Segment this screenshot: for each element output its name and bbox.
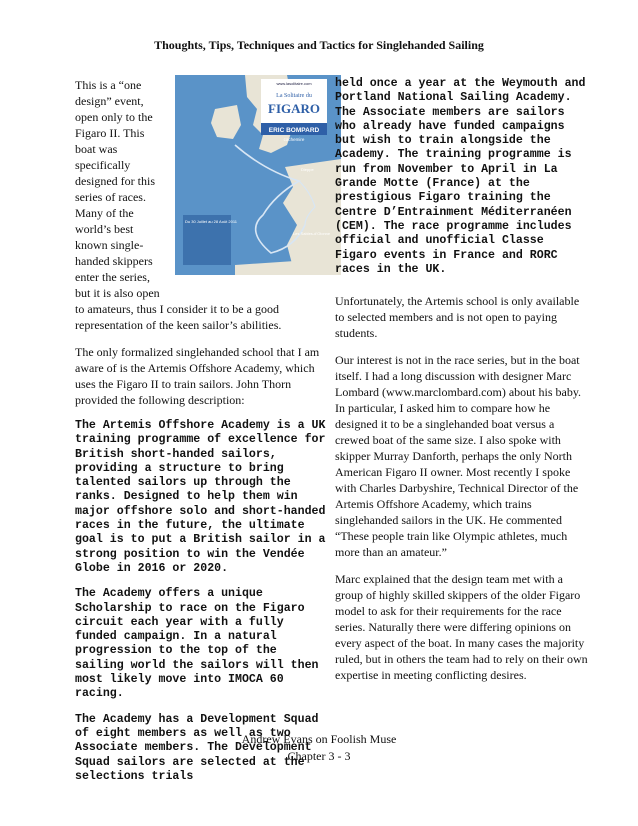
- page-header: Thoughts, Tips, Techniques and Tactics for Singlehanded Sailing: [154, 38, 484, 52]
- paragraph: Our interest is not in the race series, but in the boat itself. I had a long discussion with designer Marc Lombard (www.marclombard.com) about his baby. In particular, I asked him to compare how he designed it to be a singlehanded boat versus a crewed boat of the same size. I also spoke with skipper Murray Danforth, perhaps the only North American Figaro II owner. Most recently I spoke with Charles Darbyshire, Technical Director of the Artemis Offshore Academy, which trains singlehanded sailors in the UK. He commented “These people train like Olympic athletes, much more than an amateur.”: [335, 353, 582, 560]
- intro-line: This is a “one: [75, 78, 142, 92]
- map-stop-label: Dieppe: [301, 167, 314, 172]
- map-sponsor-sub: cachemire: [283, 137, 305, 142]
- right-column: [335, 77, 590, 683]
- intro-line: open only to the: [75, 110, 153, 124]
- intro-line: series of races.: [75, 190, 146, 204]
- map-brand-top: La Solitaire du: [276, 93, 312, 99]
- intro-line: design” event,: [75, 94, 144, 108]
- page-footer: [0, 731, 638, 765]
- intro-line: handed skippers: [75, 254, 153, 268]
- intro-tail: to amateurs, thus I consider it to be a good representation of the keen sailor’s abilities.: [75, 302, 282, 332]
- intro-line: world’s best: [75, 222, 134, 236]
- quote-paragraph: held once a year at the Weymouth and Portland National Sailing Academy. The Associate members are sailors who already have funded campaigns but wish to train alongside the Academy. The training programme is run from November to April in La Grande Motte (France) at the prestigious Figaro training the Centre D’Entrainment Méditerranéen (CEM). The race programme includes official and unofficial Classe Figaro events in France and RORC races in the UK.: [335, 77, 586, 276]
- intro-line: enter the series,: [75, 270, 150, 284]
- paragraph: Marc explained that the design team met with a group of highly skilled skippers of the older Figaro model to ask for their requirements for the race series. Naturally there were differing opinions on every aspect of the boat. In many cases the majority ruled, but in others the team had to rely on their own expertise in meeting conflicting desires.: [335, 572, 588, 683]
- left-column: [75, 77, 331, 784]
- intro-line: designed for this: [75, 174, 155, 188]
- map-site: www.lasolitaire.com: [276, 81, 312, 86]
- footer-page-number: Chapter 3 - 3: [287, 749, 351, 763]
- race-map-image: [175, 75, 341, 275]
- quote-paragraph: The Academy has a Development Squad of eight members as well as two Associate members. The Development Squad sailors are selected at the selections trials: [75, 712, 319, 783]
- intro-line: boat was: [75, 142, 118, 156]
- map-brand: FIGARO: [268, 101, 320, 116]
- footer-author: Andrew Evans on Foolish Muse: [241, 732, 397, 746]
- intro-line: but it is also open: [75, 286, 160, 300]
- quote-paragraph: The Academy offers a unique Scholarship to race on the Figaro circuit each year with a fully funded campaign. In a natural progression to the top of the sailing world the sailors will then most likely move into IMOCA 60 racing.: [75, 587, 319, 701]
- intro-line: specifically: [75, 158, 131, 172]
- intro-line: Many of the: [75, 206, 134, 220]
- paragraph: The only formalized singlehanded school that I am aware of is the Artemis Offshore Academy, which uses the Figaro II to train sailors. John Thorn provided the following description:: [75, 345, 320, 407]
- intro-text: [75, 77, 175, 301]
- map-dates: Du 30 Juillet au 28 Août 2011: [185, 219, 237, 224]
- map-stop-label: Les Sables-d’Olonne: [293, 231, 331, 236]
- map-sponsor: ERIC BOMPARD: [268, 127, 320, 134]
- intro-line: known single-: [75, 238, 144, 252]
- intro-line: Figaro II. This: [75, 126, 145, 140]
- quote-paragraph: The Artemis Offshore Academy is a UK training programme of excellence for British short-handed sailors, providing a structure to bring talented sailors up through the ranks. Designed to help them win major offshore solo and short-handed races in the future, the ultimate goal is to put a British sailor in a strong position to win the Vendée Globe in 2016 or 2020.: [75, 419, 326, 575]
- paragraph: Unfortunately, the Artemis school is only available to selected members and is not open to paying students.: [335, 294, 580, 341]
